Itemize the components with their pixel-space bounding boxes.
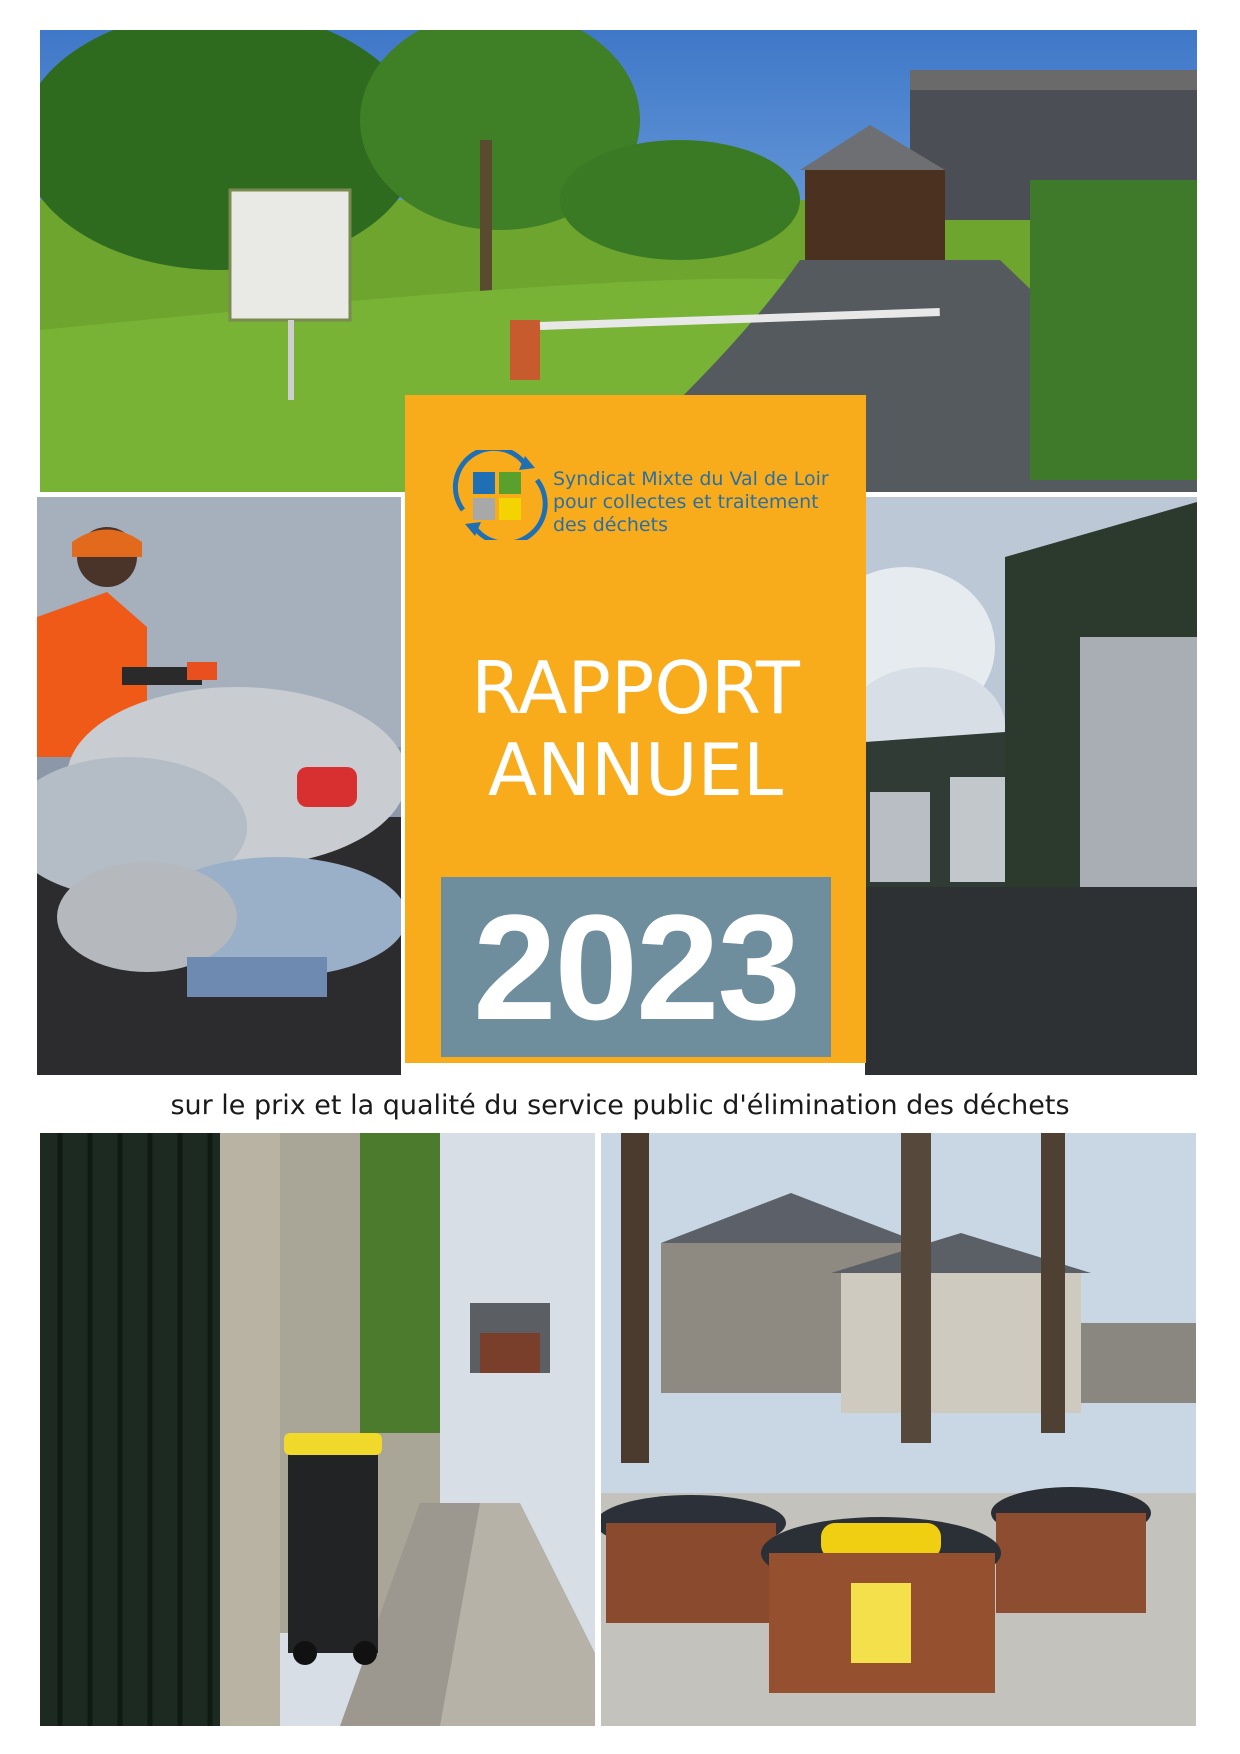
organization-logo: [445, 450, 555, 540]
organization-name: [553, 468, 853, 537]
organization-name-line: Syndicat Mixte du Val de Loir: [553, 468, 829, 490]
cover-title-panel: [405, 395, 866, 1063]
report-title-line1: RAPPORT: [471, 646, 800, 730]
report-title-line2: ANNUEL: [487, 728, 784, 812]
underground-containers-photo: [601, 1133, 1196, 1726]
organization-name-line: des déchets: [553, 514, 668, 536]
year-badge: [441, 877, 831, 1057]
depot-building-shutters-photo: [865, 497, 1197, 1075]
report-subtitle: sur le prix et la qualité du service public d'élimination des déchets: [170, 1090, 1070, 1121]
street-bin-photo: [40, 1133, 595, 1726]
report-year: 2023: [473, 883, 799, 1051]
waste-sorting-worker-photo: [37, 497, 401, 1075]
organization-name-line: pour collectes et traitement: [553, 491, 819, 513]
